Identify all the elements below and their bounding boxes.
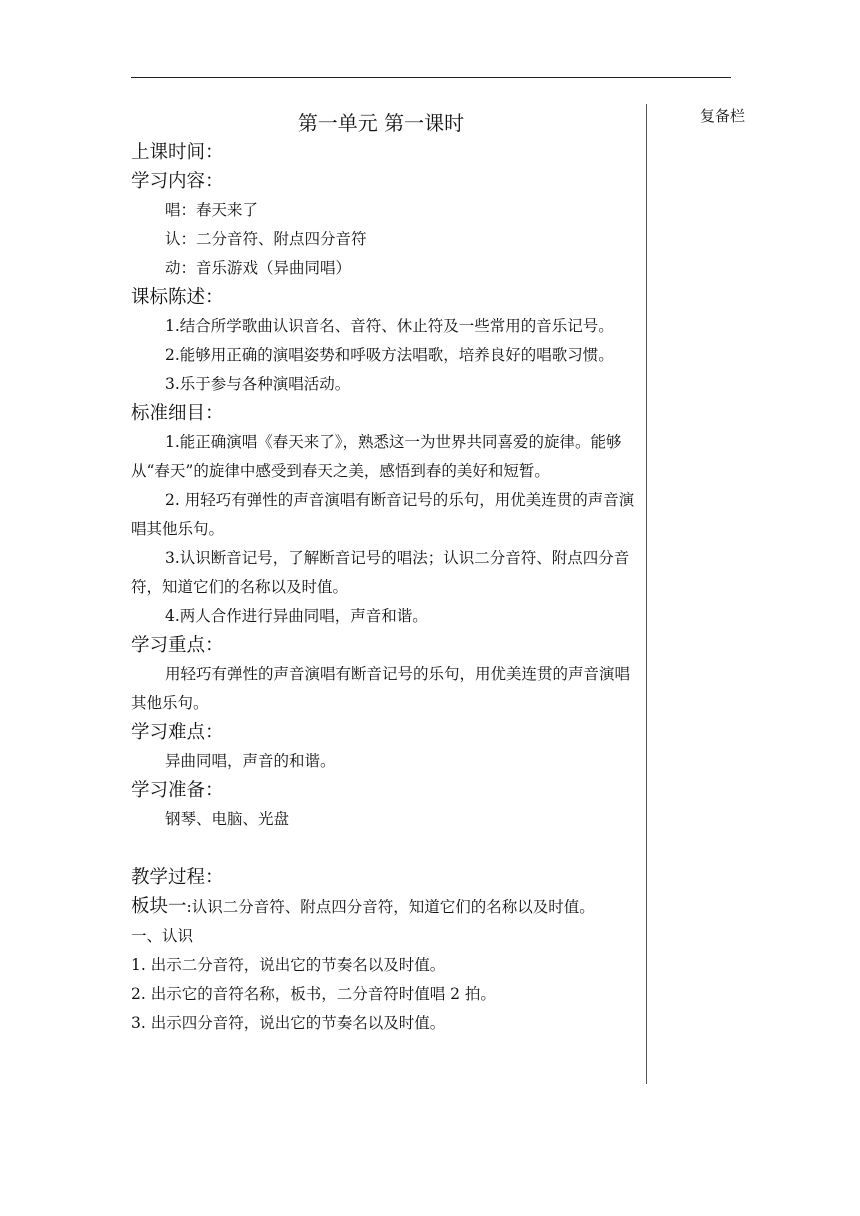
spacer — [131, 834, 641, 863]
content-item: 动：音乐游戏（异曲同唱） — [165, 259, 352, 277]
teaching-process-heading: 教学过程： — [131, 867, 224, 888]
preparation-text: 钢琴、电脑、光盘 — [165, 810, 290, 828]
step-item: 2. 出示它的音符名称，板书，二分音符时值唱 2 拍。 — [131, 985, 496, 1003]
curriculum-item: 1.结合所学歌曲认识音名、音符、休止符及一些常用的音乐记号。 — [165, 317, 614, 335]
key-points-heading: 学习重点： — [131, 635, 224, 656]
key-points-text: 用轻巧有弹性的声音演唱有断音记号的乐句，用优美连贯的声音演唱其他乐句。 — [131, 665, 631, 712]
difficulties-text: 异曲同唱，声音的和谐。 — [165, 752, 336, 770]
step-item: 3. 出示四分音符，说出它的节奏名以及时值。 — [131, 1014, 446, 1032]
curriculum-item: 3.乐于参与各种演唱活动。 — [165, 375, 351, 393]
block-one-text: :认识二分音符、附点四分音符，知道它们的名称以及时值。 — [186, 898, 595, 916]
learning-content-heading: 学习内容： — [131, 171, 224, 192]
standard-item: 2. 用轻巧有弹性的声音演唱有断音记号的乐句，用优美连贯的声音演唱其他乐句。 — [131, 491, 635, 538]
standard-item: 1.能正确演唱《春天来了》，熟悉这一为世界共同喜爱的旋律。能够从“春天”的旋律中感受到春天之美，感悟到春的美好和短暂。 — [131, 433, 622, 480]
header-rule — [131, 77, 731, 78]
curriculum-item: 2.能够用正确的演唱姿势和呼吸方法唱歌，培养良好的唱歌习惯。 — [165, 346, 614, 364]
margin-divider — [646, 104, 647, 1084]
standard-item: 4.两人合作进行异曲同唱，声音和谐。 — [165, 607, 428, 625]
block-one-label: 板块一 — [131, 896, 187, 917]
class-time-heading: 上课时间： — [131, 142, 224, 163]
preparation-heading: 学习准备： — [131, 780, 224, 801]
curriculum-heading: 课标陈述： — [131, 287, 224, 308]
block-one — [131, 892, 641, 922]
section-heading: 一、认识 — [131, 927, 194, 945]
lesson-content — [131, 138, 641, 1038]
content-item: 认：二分音符、附点四分音符 — [165, 230, 367, 248]
lesson-title: 第一单元 第一课时 — [297, 111, 465, 135]
margin-label: 复备栏 — [700, 107, 746, 125]
difficulties-heading: 学习难点： — [131, 722, 224, 743]
content-item: 唱：春天来了 — [165, 201, 259, 219]
standard-item: 3.认识断音记号，了解断音记号的唱法；认识二分音符、附点四分音符，知道它们的名称以及时值。 — [131, 549, 630, 596]
standard-details-heading: 标准细目： — [131, 403, 224, 424]
step-item: 1. 出示二分音符，说出它的节奏名以及时值。 — [131, 956, 446, 974]
